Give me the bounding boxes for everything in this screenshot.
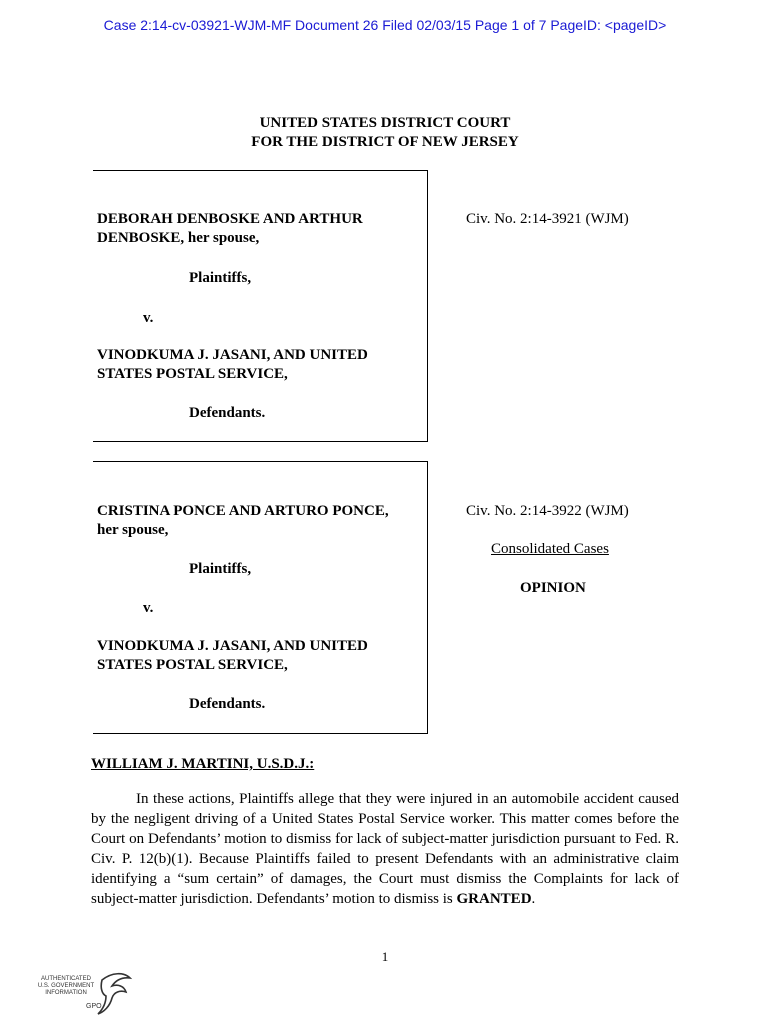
case1-versus: v. bbox=[143, 310, 154, 326]
case-header: Case 2:14-cv-03921-WJM-MF Document 26 Filed 02/03/15 Page 1 of 7 PageID: <pageID> bbox=[103, 17, 667, 33]
consolidated-cases-label: Consolidated Cases bbox=[491, 541, 609, 557]
court-title-line2: FOR THE DISTRICT OF NEW JERSEY bbox=[251, 134, 519, 150]
gpo-authentication-seal bbox=[36, 968, 136, 1016]
eagle-icon bbox=[94, 968, 134, 1016]
case2-defendant-line2: STATES POSTAL SERVICE, bbox=[97, 657, 288, 673]
seal-text bbox=[36, 976, 96, 997]
seal-line3: INFORMATION bbox=[45, 990, 87, 996]
case1-plaintiffs-label: Plaintiffs, bbox=[189, 270, 252, 286]
case1-plaintiff-line2: DENBOSKE, her spouse, bbox=[97, 230, 260, 246]
opinion-paragraph bbox=[91, 789, 679, 909]
case1-defendant-line2: STATES POSTAL SERVICE, bbox=[97, 366, 288, 382]
opinion-text: In these actions, Plaintiffs allege that they were injured in an automobile accident caused by the negligent driving of a United States Postal Service worker. This matter comes before the Court on Defendants’ motion to dismiss for lack of subject-matter jurisdiction pursuant to Fed. R. Civ. P. 12(b)(1). Because Plaintiffs failed to present Defendants with an administrative claim identifying a “sum certain” of damages, the Court must dismiss the Complaints for lack of subject-matter jurisdiction. Defendants’ motion to dismiss is bbox=[91, 791, 679, 907]
case2-defendants-label: Defendants. bbox=[189, 696, 266, 712]
page-number: 1 bbox=[381, 949, 389, 964]
case1-civ-no: Civ. No. 2:14-3921 (WJM) bbox=[466, 211, 629, 227]
court-title bbox=[0, 114, 770, 152]
opinion-heading: OPINION bbox=[520, 580, 586, 596]
case1-defendants-label: Defendants. bbox=[189, 405, 266, 421]
opinion-text-end: . bbox=[531, 891, 536, 907]
court-title-line1: UNITED STATES DISTRICT COURT bbox=[259, 115, 511, 131]
seal-line1: AUTHENTICATED bbox=[41, 976, 91, 982]
case2-versus: v. bbox=[143, 600, 154, 616]
case2-plaintiffs-label: Plaintiffs, bbox=[189, 561, 252, 577]
case2-plaintiff-line2: her spouse, bbox=[97, 522, 169, 538]
case1-plaintiff-line1: DEBORAH DENBOSKE AND ARTHUR bbox=[97, 211, 363, 227]
seal-gpo: GPO bbox=[86, 1003, 102, 1010]
case2-plaintiff-line1: CRISTINA PONCE AND ARTURO PONCE, bbox=[97, 503, 389, 519]
granted-text: GRANTED bbox=[456, 891, 532, 907]
case1-defendant-line1: VINODKUMA J. JASANI, AND UNITED bbox=[97, 347, 368, 363]
judge-name: WILLIAM J. MARTINI, U.S.D.J.: bbox=[91, 756, 315, 772]
case2-civ-no: Civ. No. 2:14-3922 (WJM) bbox=[466, 503, 629, 519]
seal-line2: U.S. GOVERNMENT bbox=[37, 983, 95, 989]
case2-defendant-line1: VINODKUMA J. JASANI, AND UNITED bbox=[97, 638, 368, 654]
